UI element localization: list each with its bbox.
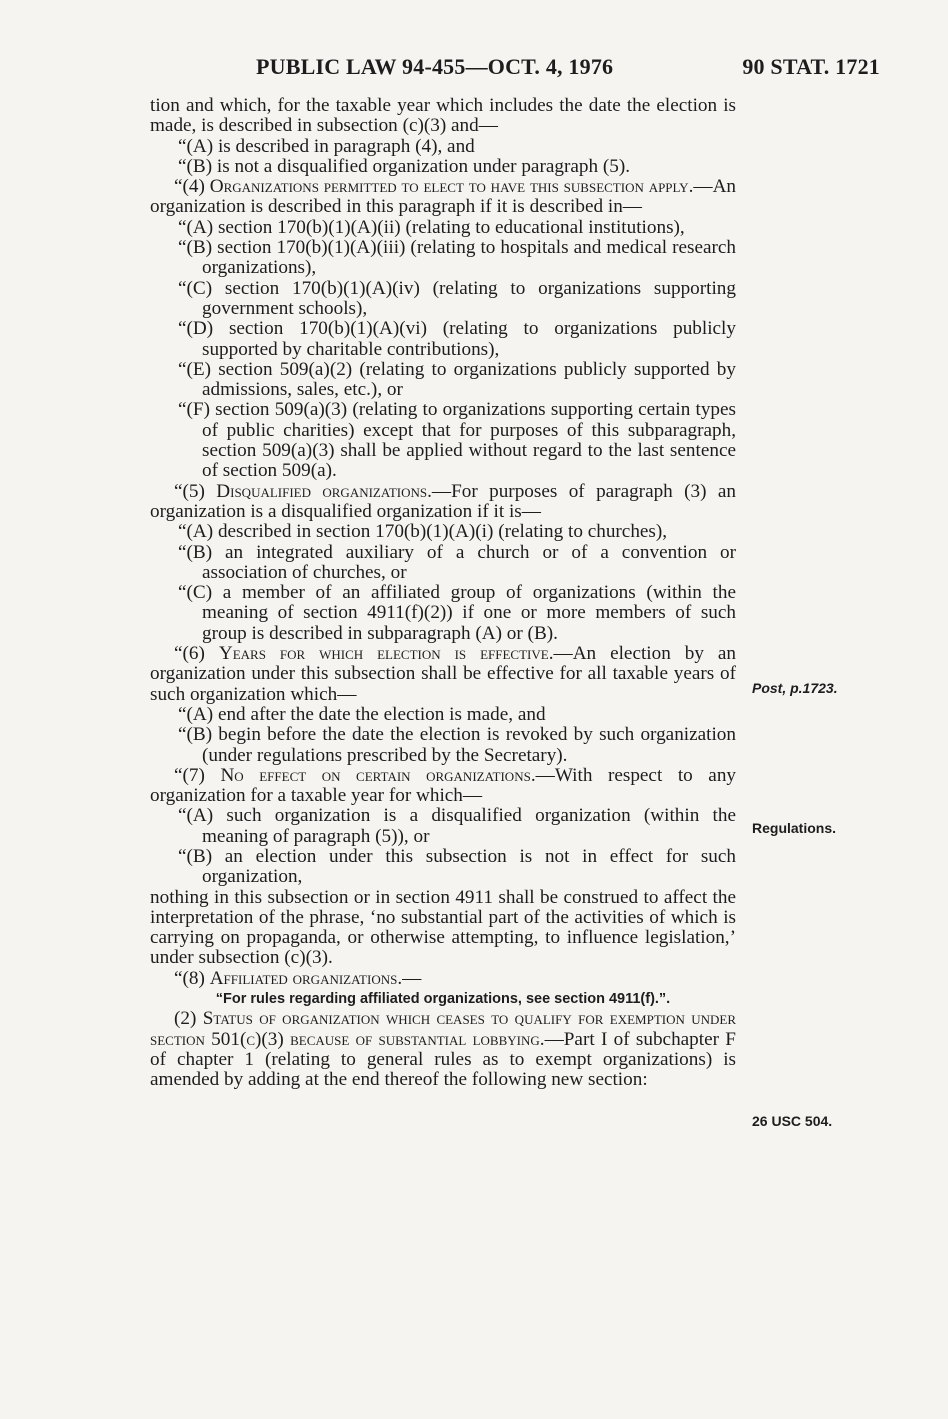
paragraph-5-number: “(5) xyxy=(174,480,217,502)
margin-note-regulations: Regulations. xyxy=(752,820,837,836)
paragraph-5-text: —For purposes of paragraph (3) an organization is a disqualified organization if it is— xyxy=(150,480,736,522)
paragraph-6-heading: Years for which election is effective. xyxy=(218,643,554,665)
paragraph-5-heading: Disqualified organizations. xyxy=(216,480,432,502)
paragraph-7-heading: No effect on certain organizations. xyxy=(220,764,536,786)
paragraph-4-item-a: “(A) section 170(b)(1)(A)(ii) (relating to educational institutions), xyxy=(178,216,685,238)
header-stat-page: 90 STAT. 1721 xyxy=(742,54,880,79)
paragraph-7-tail: nothing in this subsection or in section 4911 shall be construed to affect the interpretation of the phrase, ‘no substantial part of the activities of which is carrying on propaganda, or otherwise attempting, to influence legislation,’ under subsection (c)(3). xyxy=(150,886,736,969)
paragraph-4 xyxy=(150,177,736,218)
section-2-number: (2) xyxy=(174,1008,203,1030)
affiliated-note: “For rules regarding affiliated organizations, see section 4911(f).”. xyxy=(215,991,671,1008)
paragraph-8-number: “(8) xyxy=(174,967,210,989)
paragraph-4-text: —An organization is described in this paragraph if it is described in— xyxy=(150,176,737,218)
body-text xyxy=(150,96,736,1091)
intro-item-b: “(B) is not a disqualified organization under paragraph (5). xyxy=(178,155,631,177)
paragraph-5-item-c: “(C) a member of an affiliated group of organizations (within the meaning of section 4911(f)(2)) if one or more members of such group is described in subparagraph (A) or (B). xyxy=(178,582,736,644)
header-title: PUBLIC LAW 94-455—OCT. 4, 1976 xyxy=(256,54,614,79)
margin-note-post: Post, p.1723. xyxy=(752,680,838,696)
paragraph-7 xyxy=(150,766,736,807)
section-2-heading: Status of organization which ceases to qualify for exemption under section 501(c)(3) because of substantial lobbying. xyxy=(150,1008,737,1050)
paragraph-8 xyxy=(150,969,736,989)
paragraph-4-item-c: “(C) section 170(b)(1)(A)(iv) (relating to organizations supporting government schools), xyxy=(178,277,736,319)
paragraph-6 xyxy=(150,644,736,705)
paragraph-6-number: “(6) xyxy=(174,643,219,665)
paragraph-5-item-a: “(A) described in section 170(b)(1)(A)(i) (relating to churches), xyxy=(178,521,668,543)
paragraph-7-item-b: “(B) an election under this subsection is not in effect for such organization, xyxy=(178,845,736,888)
paragraph-4-item-d: “(D) section 170(b)(1)(A)(vi) (relating to organizations publicly supported by charitable contributions), xyxy=(178,318,736,360)
paragraph-7-text: —With respect to any organization for a taxable year for which— xyxy=(150,764,737,807)
paragraph-6-item-a: “(A) end after the date the election is made, and xyxy=(178,703,546,725)
paragraph-4-item-e: “(E) section 509(a)(2) (relating to organizations publicly supported by admissions, sales, etc.), or xyxy=(178,358,736,401)
paragraph-5 xyxy=(150,482,736,523)
paragraph-6-item-b: “(B) begin before the date the election is revoked by such organization (under regulations prescribed by the Secretary). xyxy=(178,724,736,766)
paragraph-7-number: “(7) xyxy=(174,764,221,786)
paragraph-5-item-b: “(B) an integrated auxiliary of a church or of a convention or association of churches, or xyxy=(178,541,736,583)
intro-item-a: “(A) is described in paragraph (4), and xyxy=(178,135,475,157)
paragraph-8-heading: Affiliated organizations. xyxy=(209,967,403,989)
paragraph-4-heading: Organizations permitted to elect to have this subsection apply. xyxy=(209,176,694,198)
section-2-text: —Part I of subchapter F of chapter 1 (relating to general rules as to exempt organizations) is amended by adding at the end thereof the following new section: xyxy=(150,1028,736,1091)
section-2 xyxy=(150,1009,736,1090)
margin-note-usc: 26 USC 504. xyxy=(752,1113,833,1129)
paragraph-7-item-a: “(A) such organization is a disqualified organization (within the meaning of paragraph (5)), or xyxy=(178,805,736,847)
paragraph-8-dash: — xyxy=(402,967,422,989)
intro-paragraph: tion and which, for the taxable year which includes the date the election is made, is described in subsection (c)(3) and— xyxy=(150,95,736,137)
paragraph-4-item-f: “(F) section 509(a)(3) (relating to organizations supporting certain types of public charities) except that for purposes of this subparagraph, section 509(a)(3) shall be applied without regard to the last sentence of section 509(a). xyxy=(178,399,736,482)
paragraph-6-text: —An election by an organization under this subsection shall be effective for all taxable years of such organization which— xyxy=(150,643,736,705)
paragraph-4-number: “(4) xyxy=(174,176,210,198)
paragraph-4-item-b: “(B) section 170(b)(1)(A)(iii) (relating to hospitals and medical research organizations), xyxy=(178,237,736,279)
